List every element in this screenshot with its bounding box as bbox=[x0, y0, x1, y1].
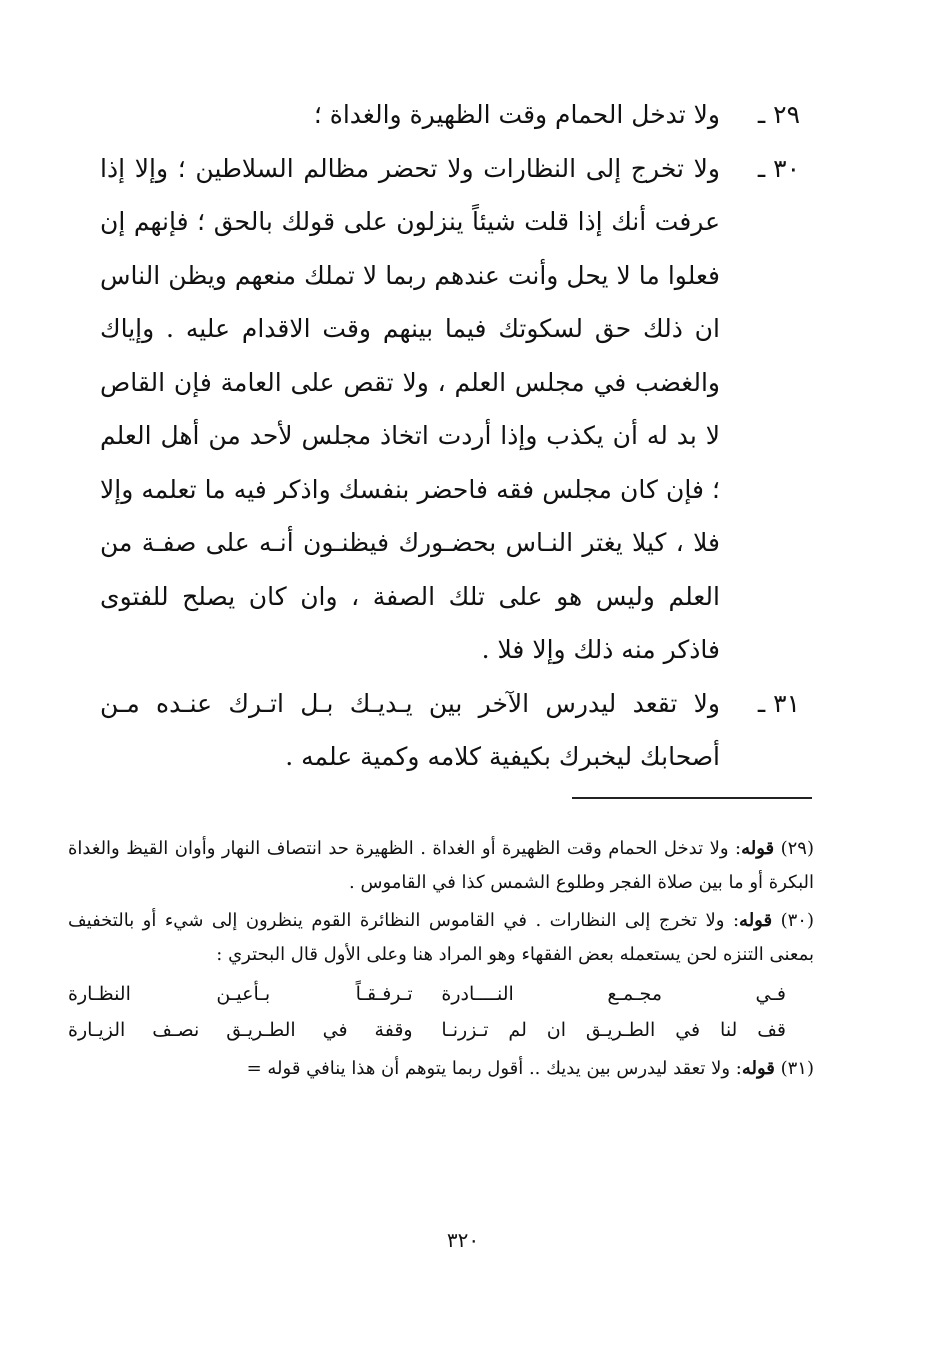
page-number: ٣٢٠ bbox=[446, 1228, 480, 1252]
item-29 bbox=[100, 88, 800, 142]
footnote-keyword: قوله bbox=[741, 1058, 775, 1079]
footnote-text: : ولا تخرج إلى النظارات . في القاموس النظائرة القوم ينظرون إلى شيء أو بالتخفيف بمعنى التنزه لحن يستعمله بعض الفقهاء وهو المراد هنا وعلى الأول قال البحتري : bbox=[68, 910, 814, 965]
footnote-text: : ولا تعقد ليدرس بين يديك .. أقول ربما يتوهم أن هذا ينافي قوله = bbox=[246, 1058, 742, 1079]
item-number: ٣٠ ـ bbox=[757, 153, 800, 183]
footnotes bbox=[68, 832, 814, 1090]
footnote-separator bbox=[572, 797, 812, 799]
poem-verses bbox=[68, 976, 814, 1048]
footnote-keyword: قوله bbox=[741, 838, 775, 859]
main-text bbox=[100, 88, 800, 784]
item-number: ٣١ ـ bbox=[757, 688, 800, 718]
item-30 bbox=[100, 142, 800, 677]
item-text: ولا تقعد ليدرس الآخر بين يـديـك بـل اتـرك عنـده مـن أصحابك ليخبرك بكيفية كلامه وكمية علمه . bbox=[100, 688, 720, 771]
poem-verse bbox=[68, 976, 786, 1012]
item-31 bbox=[100, 677, 800, 784]
footnote-ref: (٣٠) bbox=[780, 910, 814, 931]
poem-hemistich: وقفة في الطـريـق نصـف الزيـارة bbox=[68, 1019, 413, 1041]
footnote-ref: (٣١) bbox=[780, 1058, 814, 1079]
item-number: ٢٩ ـ bbox=[757, 100, 800, 129]
footnote-keyword: قوله bbox=[739, 910, 773, 931]
item-text: ولا تدخل الحمام وقت الظهيرة والغداة ؛ bbox=[313, 100, 720, 129]
poem-hemistich: تـرفـقـاً بـأعيـن النظـارة bbox=[68, 983, 413, 1005]
item-text: ولا تخرج إلى النظارات ولا تحضر مظالم السلاطين ؛ وإلا إذا عرفت أنك إذا قلت شيئاً ينزلون على قولك بالحق ؛ فإنهم إن فعلوا ما لا يحل وأنت عندهم ربما لا تملك منعهم ويظن الناس ان ذلك حق لسكوتك فيما بينهم وقت الاقدام عليه . وإياك والغضب في مجلس العلم ، ولا تقص على العامة فإن القاص لا بد له أن يكذب وإذا أردت اتخاذ مجلس لأحد من أهل العلم ؛ فإن كان مجلس فقه فاحضر بنفسك واذكر فيه ما تعلمه وإلا فلا ، كيلا يغتر النـاس بحضـورك فيظنـون أنـه على صفـة من العلم وليس هو على تلك الصفة ، وان كان يصلح للفتوى فاذكر منه ذلك وإلا فلا . bbox=[100, 153, 720, 664]
footnote-ref: (٢٩) bbox=[780, 838, 814, 859]
footnote-31 bbox=[68, 1052, 814, 1086]
footnote-29 bbox=[68, 832, 814, 900]
poem-verse bbox=[68, 1012, 786, 1048]
poem-hemistich: فـي مجـمـع النــــادرة bbox=[441, 983, 786, 1005]
footnote-text: : ولا تدخل الحمام وقت الظهيرة أو الغداة . الظهيرة حد انتصاف النهار وأوان القيظ والغداة البكرة أو ما بين صلاة الفجر وطلوع الشمس كذا في القاموس . bbox=[68, 838, 814, 893]
poem-hemistich: قف لنا في الطـريـق ان لم تـزرنـا bbox=[441, 1019, 786, 1041]
footnote-30 bbox=[68, 904, 814, 972]
